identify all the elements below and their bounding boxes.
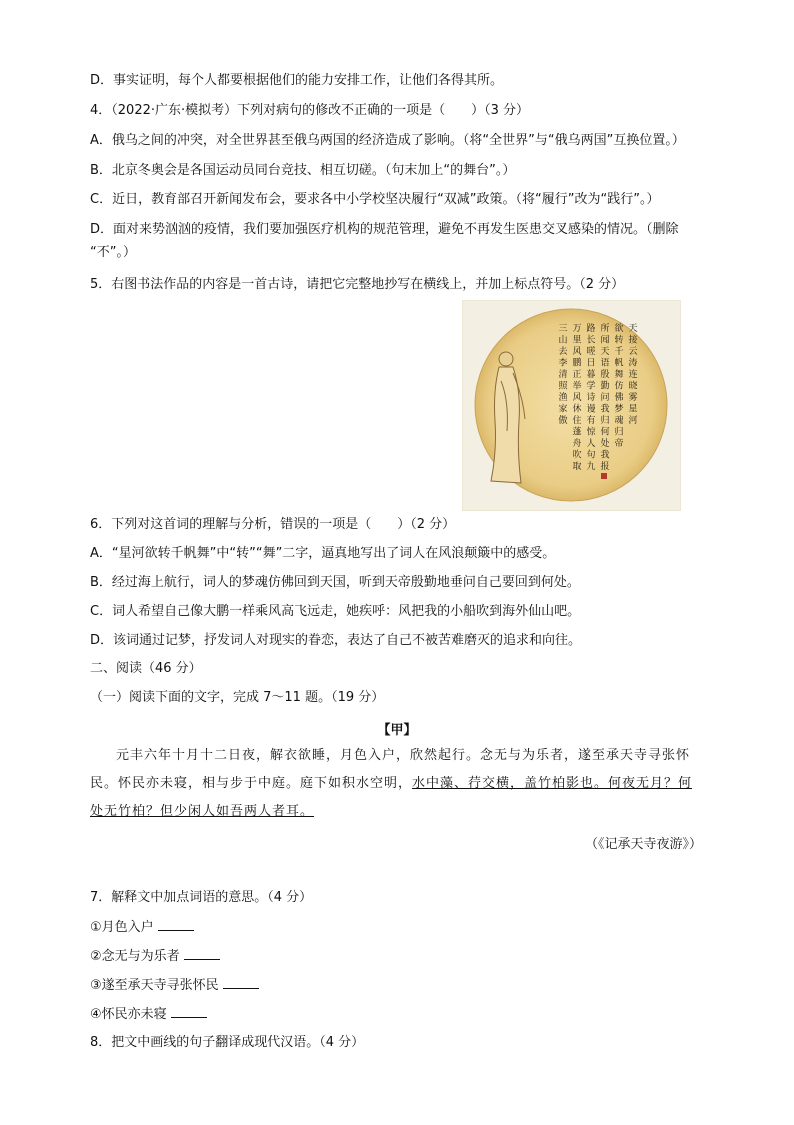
q6-stem: 6．下列对这首词的理解与分析，错误的一项是（ ）（2 分） [90, 517, 456, 532]
q4-option-d: D．面对来势汹汹的疫情，我们要加强医疗机构的规范管理，避免不再发生医患交叉感染的情况。（删除 [90, 222, 679, 237]
calligraphy-char: 帝 [614, 439, 624, 449]
calligraphy-char: 归 [614, 427, 624, 438]
calligraphy-char: 我 [600, 404, 610, 415]
q7-stem: 7．解释文中加点词语的意思。（4 分） [90, 890, 313, 905]
calligraphy-char: 句 [586, 450, 596, 461]
calligraphy-char: 闻 [600, 335, 610, 346]
q6-option-d: D．该词通过记梦，抒发词人对现实的眷恋，表达了自己不被苦难磨灭的追求和向往。 [90, 633, 582, 648]
calligraphy-char: 梦 [614, 404, 624, 415]
calligraphy-char: 路 [586, 324, 596, 334]
calligraphy-char: 举 [572, 381, 582, 392]
calligraphy-char: 谩 [586, 404, 596, 415]
subsection-heading: （一）阅读下面的文字，完成 7～11 题。（19 分） [90, 690, 385, 705]
calligraphy-char: 佛 [614, 393, 624, 403]
calligraphy-char: 处 [600, 439, 610, 449]
calligraphy-char: 渔 [558, 393, 568, 403]
calligraphy-char: 涛 [628, 358, 638, 369]
calligraphy-char: 仿 [614, 381, 624, 392]
calligraphy-char: 蓬 [572, 427, 582, 438]
calligraphy-char: 正 [572, 370, 582, 380]
passage-underlined-sentence: 水中藻、荇交横，盖竹柏影也。何夜无月？何处无竹柏？但少闲人如吾两人者耳。 [90, 776, 693, 819]
calligraphy-char: 天 [600, 347, 610, 357]
calligraphy-char: 傲 [558, 416, 568, 426]
q4-option-b: B．北京冬奥会是各国运动员同台竞技、相互切磋。（句末加上“的舞台”。） [90, 163, 516, 178]
calligraphy-char: 住 [572, 416, 582, 426]
q6-option-c: C．词人希望自己像大鹏一样乘风高飞远走，她疾呼：风把我的小船吹到海外仙山吧。 [90, 604, 581, 619]
calligraphy-char: 山 [558, 335, 568, 346]
calligraphy-char: 舟 [572, 439, 582, 449]
q4-option-c: C．近日，教育部召开新闻发布会，要求各中小学校坚决履行“双减”政策。（将“履行”改为“践行”。） [90, 192, 660, 207]
calligraphy-char: 河 [628, 416, 638, 426]
calligraphy-image [462, 300, 681, 511]
q6-option-a: A．“星河欲转千帆舞”中“转”“舞”二字，逼真地写出了词人在风浪颠簸中的感受。 [90, 546, 556, 561]
calligraphy-char: 人 [586, 439, 596, 449]
calligraphy-char: 清 [558, 370, 568, 380]
q8-stem: 8．把文中画线的句子翻译成现代汉语。（4 分） [90, 1035, 365, 1050]
answer-blank[interactable] [171, 1005, 207, 1018]
calligraphy-char: 何 [600, 427, 610, 438]
calligraphy-char: 嗟 [586, 347, 596, 357]
calligraphy-char: 勤 [600, 381, 610, 392]
calligraphy-char: 晓 [628, 381, 638, 392]
q6-option-b: B．经过海上航行，词人的梦魂仿佛回到天国，听到天帝殷勤地垂问自己要回到何处。 [90, 575, 580, 590]
passage-source: （《记承天寺夜游》） [584, 837, 702, 852]
calligraphy-char: 学 [586, 381, 596, 392]
calligraphy-char: 万 [572, 324, 582, 334]
calligraphy-char: 风 [572, 393, 582, 403]
q4-stem: 4．（2022·广东·模拟考）下列对病句的修改不正确的一项是（ ）（3 分） [90, 103, 530, 118]
q7-item-1: ①月色入户 [90, 918, 194, 937]
calligraphy-char: 帆 [614, 358, 624, 369]
passage-label-jia: 【甲】 [377, 723, 417, 738]
q3-option-d: D．事实证明，每个人都要根据他们的能力安排工作，让他们各得其所。 [90, 73, 504, 88]
calligraphy-char: 问 [600, 393, 610, 403]
calligraphy-char: 去 [558, 347, 568, 357]
calligraphy-char: 李 [558, 358, 568, 369]
answer-blank[interactable] [184, 947, 220, 960]
calligraphy-char: 吹 [572, 450, 582, 461]
calligraphy-char: 暮 [586, 370, 596, 380]
answer-blank[interactable] [158, 918, 194, 931]
calligraphy-char: 星 [628, 404, 638, 415]
passage-part1: 元丰六年十月十二日夜，解衣欲睡，月色入户，欣然起行。念无与为乐者，遂至承天寺寻张怀民。怀民亦未寝，相与步于中庭。庭下如积水空明， [90, 748, 691, 791]
calligraphy-artwork [463, 301, 680, 510]
calligraphy-char: 诗 [586, 393, 596, 403]
calligraphy-char: 风 [572, 347, 582, 357]
calligraphy-char: 休 [572, 404, 582, 415]
answer-blank[interactable] [223, 976, 259, 989]
q7-item-2: ②念无与为乐者 [90, 947, 220, 966]
calligraphy-char: 我 [600, 450, 610, 461]
calligraphy-char: 雾 [628, 393, 638, 403]
calligraphy-char: 舞 [614, 370, 624, 380]
q4-option-d-cont: “不”。） [90, 245, 136, 260]
calligraphy-char: 转 [614, 335, 624, 346]
calligraphy-char: 里 [572, 335, 582, 346]
calligraphy-char: 归 [600, 416, 610, 426]
calligraphy-char: 殷 [600, 370, 610, 380]
calligraphy-char: 魂 [614, 416, 624, 426]
q5-stem: 5．右图书法作品的内容是一首古诗，请把它完整地抄写在横线上，并加上标点符号。（2 分） [90, 277, 625, 292]
calligraphy-char: 长 [586, 335, 596, 346]
calligraphy-char: 有 [586, 416, 596, 426]
calligraphy-char: 千 [614, 347, 624, 357]
calligraphy-char: 欲 [614, 324, 624, 334]
calligraphy-char: 取 [572, 462, 582, 472]
calligraphy-char: 语 [600, 358, 610, 369]
passage-text [90, 742, 705, 826]
calligraphy-char: 天 [628, 324, 638, 334]
seal-stamp [601, 473, 607, 479]
calligraphy-char: 家 [558, 404, 568, 415]
q7-item-3: ③遂至承天寺寻张怀民 [90, 976, 259, 995]
section-reading-heading: 二、阅读（46 分） [90, 661, 202, 676]
q7-item-4: ④怀民亦未寝 [90, 1005, 207, 1024]
calligraphy-char: 云 [628, 347, 638, 357]
q4-option-a: A．俄乌之间的冲突，对全世界甚至俄乌两国的经济造成了影响。（将“全世界”与“俄乌两国”互换位置。） [90, 133, 685, 148]
calligraphy-char: 连 [628, 370, 638, 380]
calligraphy-char: 惊 [586, 427, 596, 438]
calligraphy-char: 三 [558, 324, 568, 334]
calligraphy-char: 所 [600, 324, 610, 334]
calligraphy-char: 照 [558, 381, 568, 392]
calligraphy-char: 鹏 [572, 358, 582, 369]
calligraphy-char: 九 [586, 462, 596, 472]
calligraphy-char: 日 [586, 358, 596, 369]
calligraphy-char: 接 [628, 335, 638, 346]
calligraphy-char: 报 [600, 462, 610, 472]
